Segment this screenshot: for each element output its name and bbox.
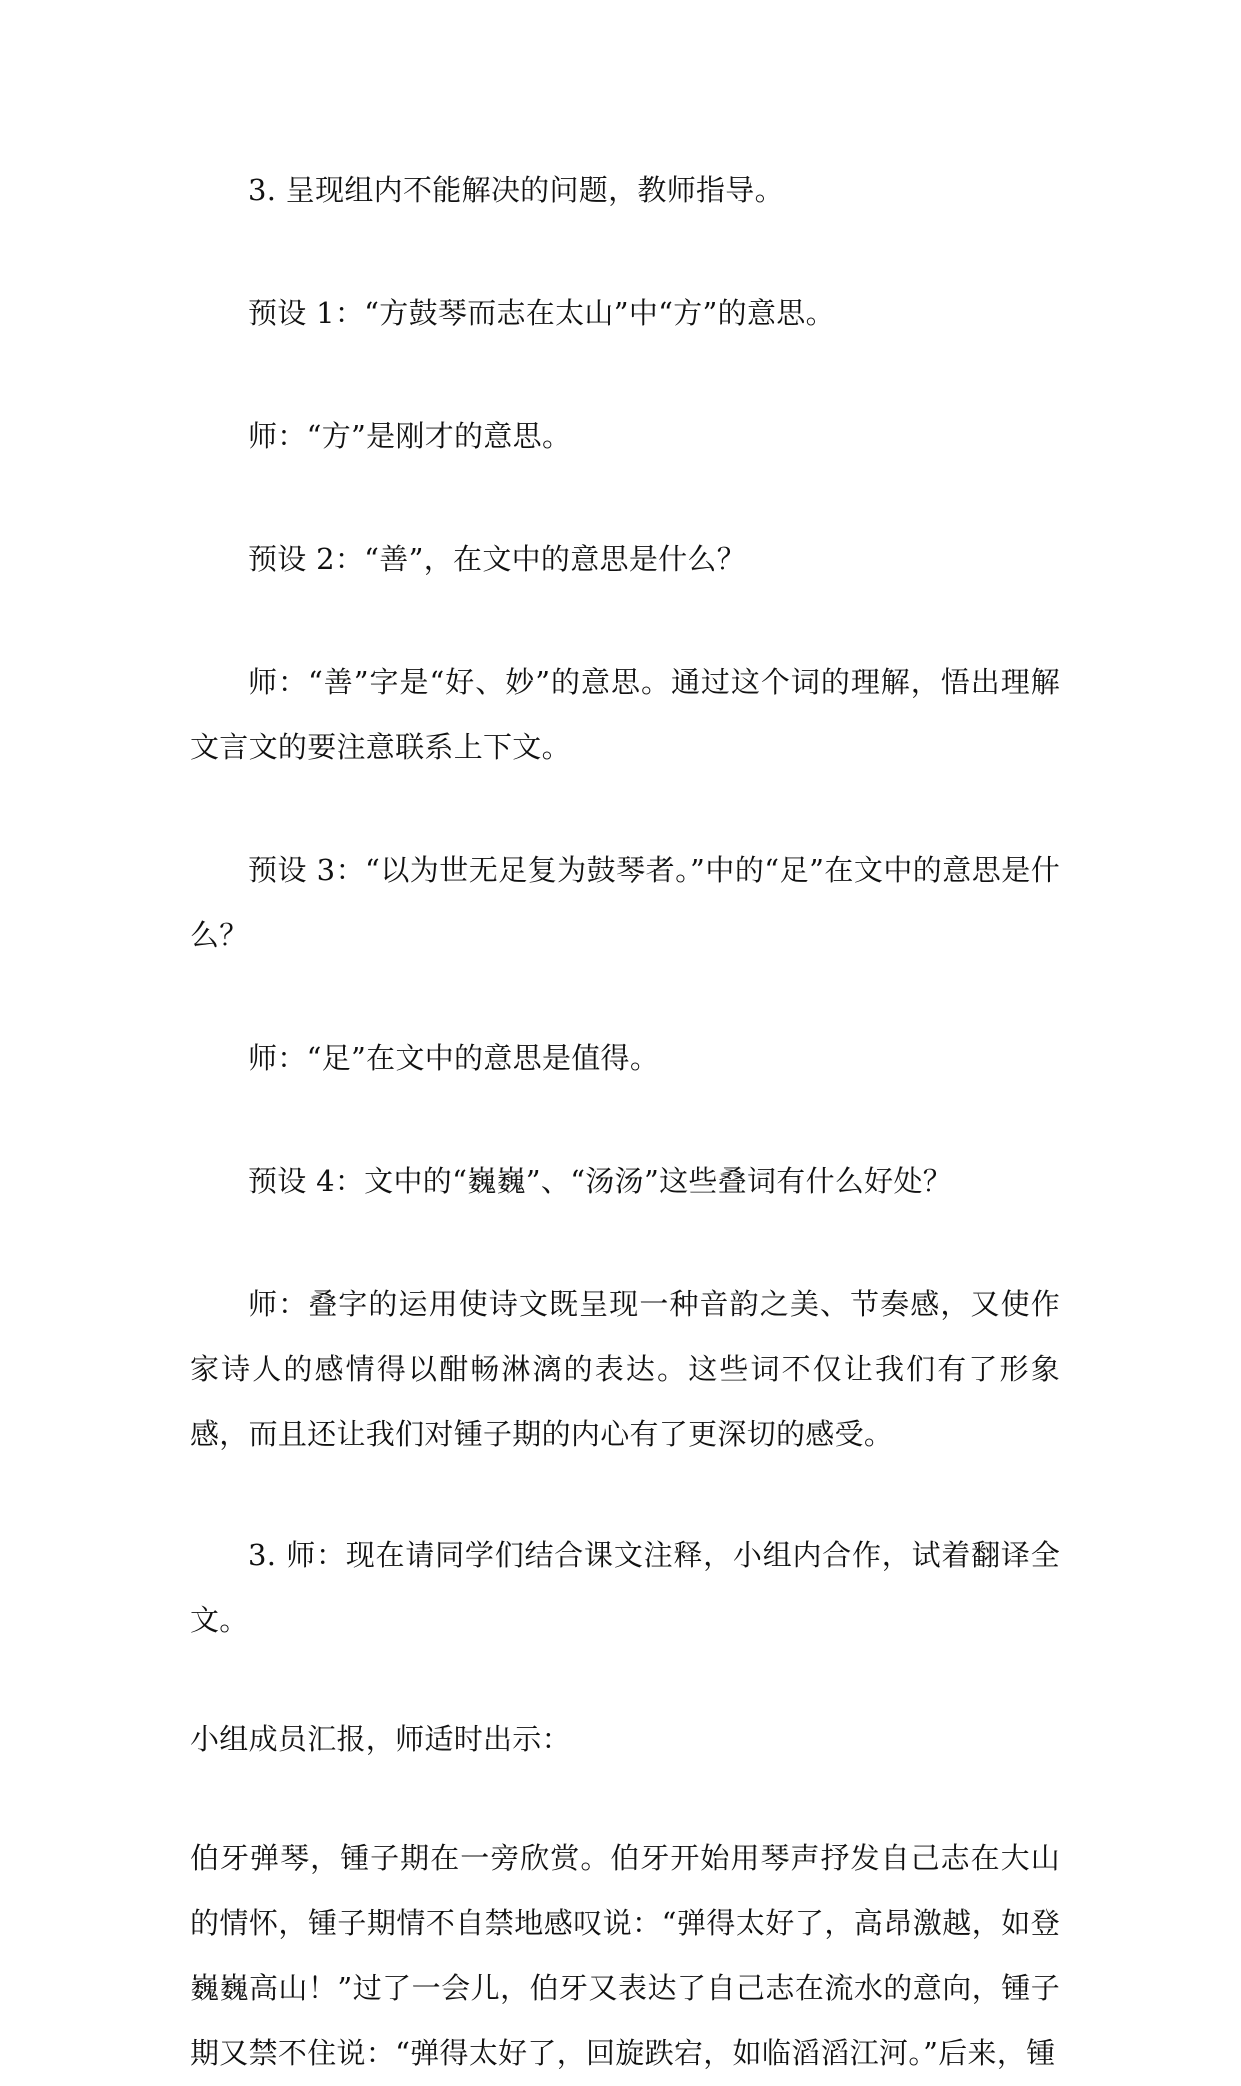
paragraph-teacher-shan: 师：“善”字是“好、妙”的意思。通过这个词的理解，悟出理解文言文的要注意联系上下文。: [190, 665, 1060, 764]
paragraph-preset-3: 预设 3：“以为世无足复为鼓琴者。”中的“足”在文中的意思是什么？: [190, 853, 1060, 952]
document-body: [190, 158, 1060, 2086]
paragraph-preset-4: 预设 4：文中的“巍巍”、“汤汤”这些叠词有什么好处？: [248, 1164, 953, 1198]
paragraph-step-3: 3. 呈现组内不能解决的问题，教师指导。: [248, 173, 784, 207]
paragraph-preset-1: 预设 1：“方鼓琴而志在太山”中“方”的意思。: [248, 296, 835, 330]
paragraph-teacher-fang: 师：“方”是刚才的意思。: [248, 419, 572, 453]
paragraph-step-3-translate: 3. 师：现在请同学们结合课文注释，小组内合作，试着翻译全文。: [190, 1538, 1060, 1637]
paragraph-translation: 伯牙弹琴，锺子期在一旁欣赏。伯牙开始用琴声抒发自己志在大山的情怀，锺子期情不自禁地感叹说：“弹得太好了，高昂激越，如登巍巍高山！”过了一会儿，伯牙又表达了自己志在流水的意向，锺子期又禁不住说：“弹得太好了，回旋跌宕，如临滔滔江河。”后来，锺: [190, 1841, 1060, 2070]
paragraph-group-report: 小组成员汇报，师适时出示：: [190, 1722, 571, 1756]
paragraph-preset-2: 预设 2：“善”，在文中的意思是什么？: [248, 542, 747, 576]
paragraph-teacher-zu: 师：“足”在文中的意思是值得。: [248, 1041, 660, 1075]
paragraph-teacher-reduplication: 师：叠字的运用使诗文既呈现一种音韵之美、节奏感，又使作家诗人的感情得以酣畅淋漓的表达。这些词不仅让我们有了形象感，而且还让我们对锺子期的内心有了更深切的感受。: [190, 1287, 1060, 1451]
